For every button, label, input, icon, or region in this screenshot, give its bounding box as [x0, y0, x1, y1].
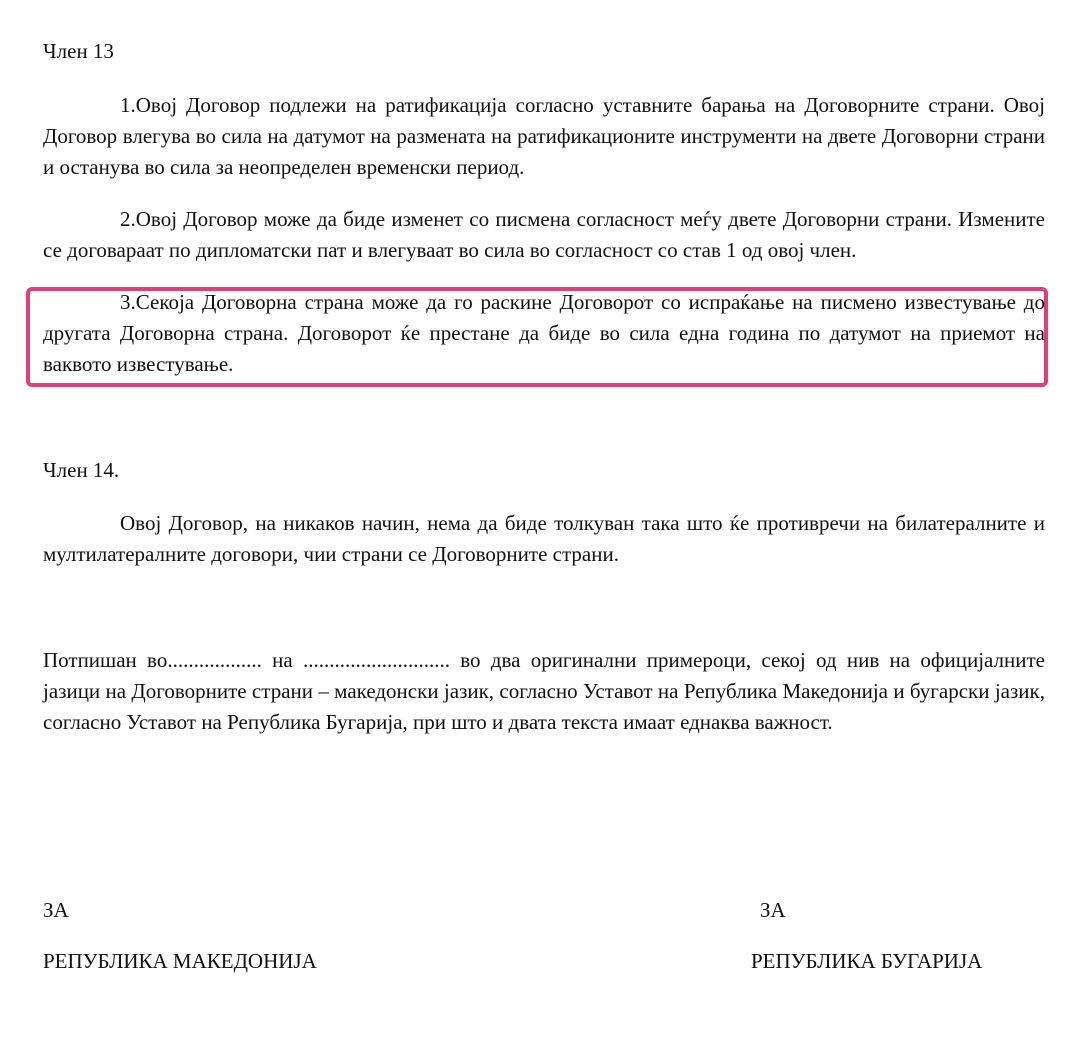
article-13-paragraph-3: 3.Секоја Договорна страна може да го раскине Договорот со испраќање на писмено известување до другата Договорна страна. Договорот ќе престане да биде во сила една година по датумот на приемот на ваквото известување.	[43, 290, 1045, 376]
signature-left-party: РЕПУБЛИКА МАКЕДОНИЈА	[43, 949, 317, 973]
article-13-heading: Член 13	[43, 39, 114, 63]
signature-left-for: ЗА	[43, 898, 69, 922]
signature-right-for: ЗА	[760, 898, 786, 922]
article-13-paragraph-1: 1.Овој Договор подлежи на ратификација согласно уставните барања на Договорните страни. Овој Договор влегува во сила на датумот на размената на ратификационите инструменти на двете Договорни страни и останува во сила за неопределен временски период.	[43, 93, 1045, 179]
article-14-heading: Член 14.	[43, 458, 120, 482]
article-13-paragraph-2: 2.Овој Договор може да биде изменет со писмена согласност меѓу двете Договорни страни. Измените се договараат по дипломатски пат и влегуваат во сила во согласност со став 1 од овој член.	[43, 207, 1045, 262]
closing-paragraph: Потпишан во.................. на ............................ во два оригинални примероци, секој од нив на официјалните јазици на Договорните страни – македонски јазик, согласно Уставот на Република Македонија и бугарски јазик, согласно Уставот на Република Бугарија, при што и двата текста имаат еднаква важност.	[43, 648, 1045, 734]
article-14-paragraph-1: Овој Договор, на никаков начин, нема да биде толкуван така што ќе противречи на билатералните и мултилатералните договори, чии страни се Договорните страни.	[43, 511, 1045, 566]
signature-right-party: РЕПУБЛИКА БУГАРИЈА	[751, 949, 983, 973]
